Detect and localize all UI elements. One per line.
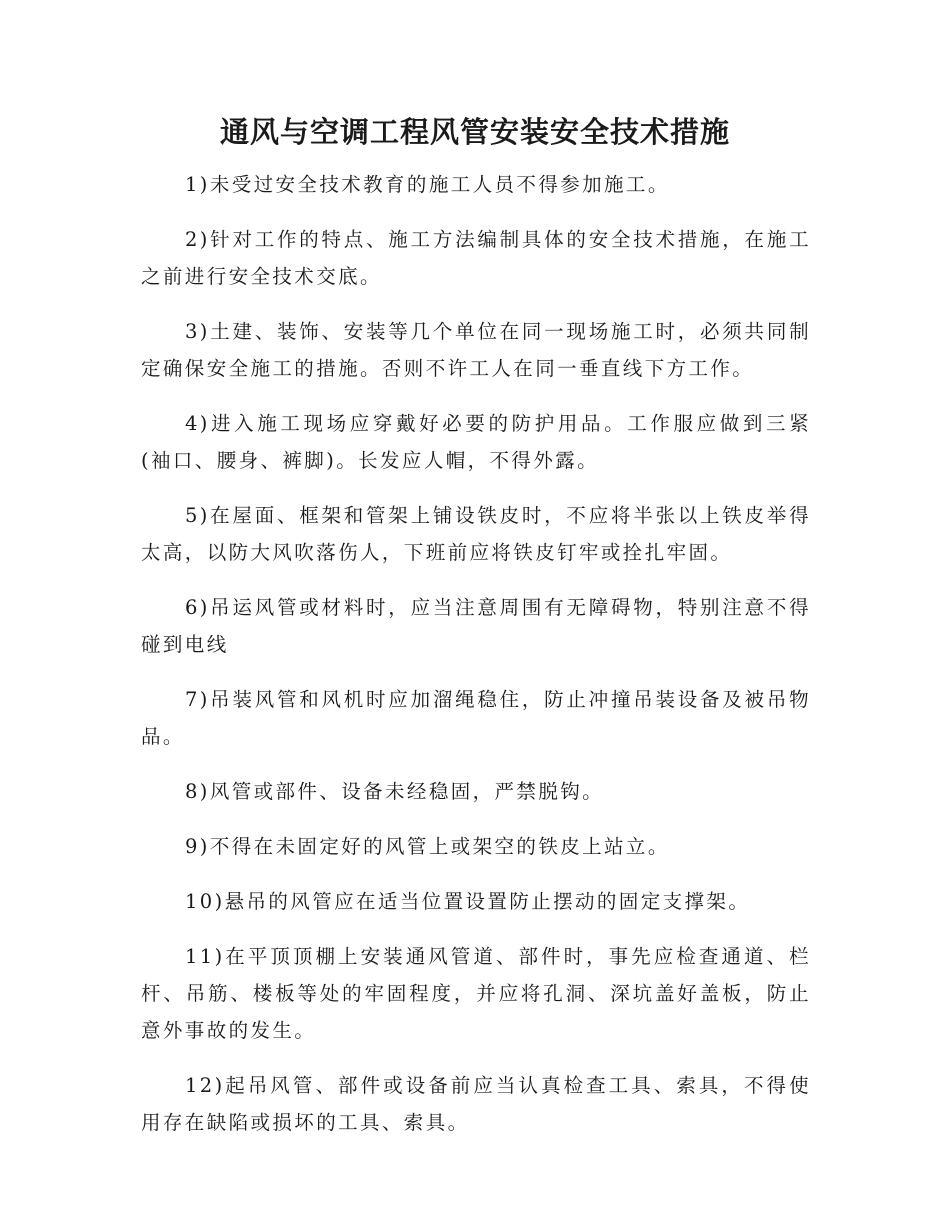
paragraph-4: 4)进入施工现场应穿戴好必要的防护用品。工作服应做到三紧(袖口、腰身、裤脚)。长发应人帽，不得外露。	[141, 412, 811, 472]
paragraph-2: 2)针对工作的特点、施工方法编制具体的安全技术措施，在施工之前进行安全技术交底。	[141, 228, 811, 288]
paragraph-3: 3)土建、装饰、安装等几个单位在同一现场施工时，必须共同制定确保安全施工的措施。否则不许工人在同一垂直线下方工作。	[141, 320, 811, 380]
paragraph-10: 10)悬吊的风管应在适当位置设置防止摆动的固定支撑架。	[185, 890, 751, 913]
document-title: 通风与空调工程风管安装安全技术措施	[219, 115, 730, 149]
paragraph-1: 1)未受过安全技术教育的施工人员不得参加施工。	[185, 173, 670, 196]
paragraph-6: 6)吊运风管或材料时，应当注意周围有无障碍物，特别注意不得碰到电线	[141, 596, 811, 656]
paragraph-5: 5)在屋面、框架和管架上铺设铁皮时，不应将半张以上铁皮举得太高，以防大风吹落伤人，下班前应将铁皮钉牢或拴扎牢固。	[141, 504, 811, 564]
document-body	[141, 166, 811, 1159]
paragraph-8: 8)风管或部件、设备未经稳固，严禁脱钩。	[185, 780, 605, 803]
paragraph-11: 11)在平顶顶棚上安装通风管道、部件时，事先应检查通道、栏杆、吊筋、楼板等处的牢固程度，并应将孔洞、深坑盖好盖板，防止意外事故的发生。	[141, 945, 811, 1042]
paragraph-12: 12)起吊风管、部件或设备前应当认真检查工具、索具，不得使用存在缺陷或损坏的工具、索具。	[141, 1074, 811, 1134]
paragraph-7: 7)吊装风管和风机时应加溜绳稳住，防止冲撞吊装设备及被吊物品。	[141, 688, 811, 748]
paragraph-9: 9)不得在未固定好的风管上或架空的铁皮上站立。	[185, 835, 670, 858]
